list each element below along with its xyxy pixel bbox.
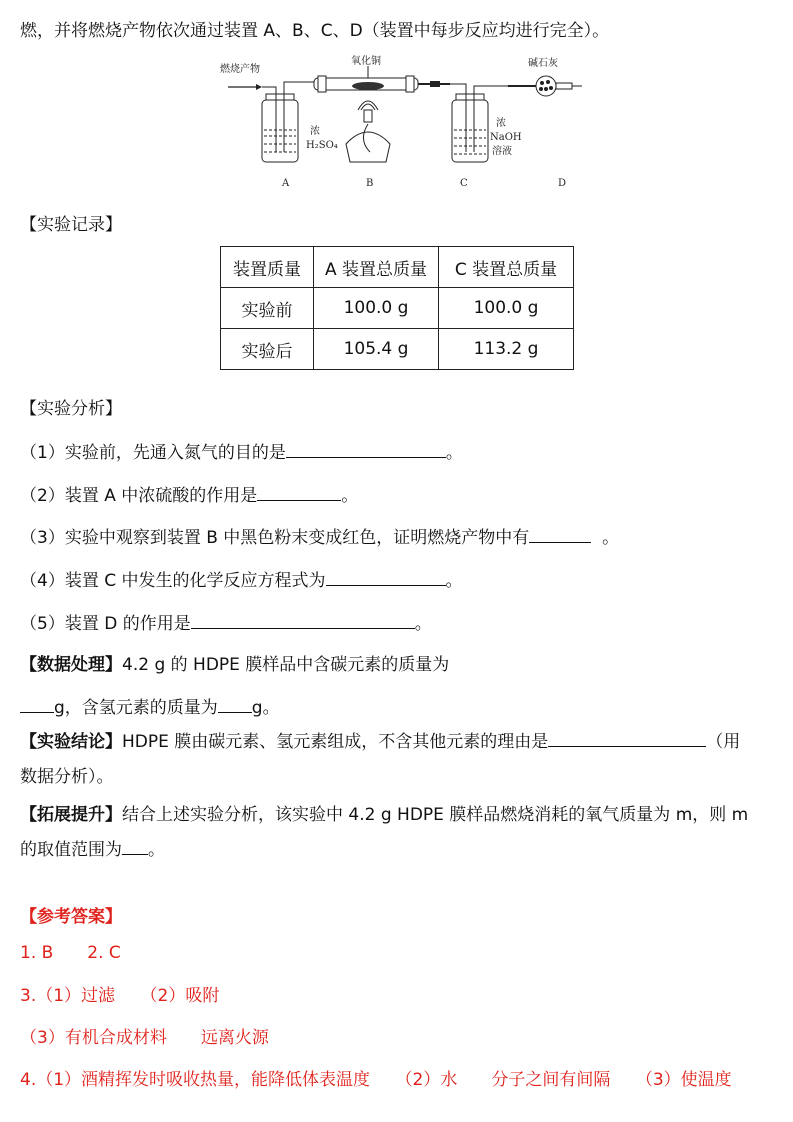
soda-lime-label: 碱石灰 [528, 58, 558, 69]
answer-line-1: 1. B 2. C [20, 943, 121, 963]
device-label-a: A [282, 178, 290, 189]
data-processing-line2 [20, 696, 280, 719]
conclusion [20, 730, 740, 753]
naoh-label-2: NaOH [490, 132, 522, 143]
table-row [221, 288, 574, 329]
conclusion-label: 【实验结论】 [20, 732, 122, 752]
answer-line-2: 3.（1）过滤 （2）吸附 [20, 986, 220, 1006]
conclusion-text: HDPE 膜由碳元素、氢元素组成，不含其他元素的理由是 [122, 732, 549, 752]
answer-line-4: 4.（1）酒精挥发时吸收热量，能降低体表温度 （2）水 分子之间有间隔 （3）使温度 [20, 1070, 732, 1090]
data-processing-text: 4.2 g 的 HDPE 膜样品中含碳元素的质量为 [122, 655, 450, 675]
table-row [221, 247, 574, 288]
question-2-text: （2）装置 A 中浓硫酸的作用是 [20, 486, 258, 506]
apparatus-diagram [218, 52, 588, 192]
data-processing-label: 【数据处理】 [20, 655, 122, 675]
question-1-text: （1）实验前，先通入氮气的目的是 [20, 443, 286, 463]
end-mark: 。 [445, 443, 463, 463]
question-3 [20, 526, 619, 549]
extension-text: 结合上述实验分析，该实验中 4.2 g HDPE 膜样品燃烧消耗的氧气质量为 m，则 m [122, 805, 749, 825]
end-mark: 。 [602, 528, 620, 548]
question-2 [20, 484, 358, 507]
extension-line2 [20, 838, 165, 861]
intro-text: 燃，并将燃烧产物依次通过装置 A、B、C、D（装置中每步反应均进行完全）。 [20, 21, 610, 41]
question-5 [20, 612, 432, 635]
table-cell: 100.0 g [314, 288, 439, 329]
table-header-cell: A 装置总质量 [314, 247, 439, 288]
naoh-label-3: 溶液 [492, 146, 512, 157]
table-cell: 实验前 [221, 288, 314, 329]
question-4-text: （4）装置 C 中发生的化学反应方程式为 [20, 571, 326, 591]
analysis-heading: 【实验分析】 [20, 399, 122, 419]
data-processing [20, 654, 449, 676]
question-3-text: （3）实验中观察到装置 B 中黑色粉末变成红色，证明燃烧产物中有 [20, 528, 530, 548]
table-row [221, 329, 574, 370]
answer-blank-1[interactable] [286, 441, 446, 458]
extension [20, 804, 748, 826]
question-4 [20, 569, 463, 592]
hydrogen-mass-blank[interactable] [218, 696, 252, 713]
table-cell: 100.0 g [439, 288, 574, 329]
conclusion-line2: 数据分析）。 [20, 767, 114, 787]
table-cell: 113.2 g [439, 329, 574, 370]
carbon-mass-blank[interactable] [20, 696, 54, 713]
question-1 [20, 441, 463, 464]
answer-blank-2[interactable] [257, 484, 341, 501]
device-label-d: D [558, 178, 567, 189]
conclusion-blank[interactable] [548, 730, 706, 747]
answer-blank-4[interactable] [326, 569, 446, 586]
acid-label-2: H₂SO₄ [306, 140, 338, 151]
input-label: 燃烧产物 [220, 64, 260, 75]
extension-end: 。 [148, 840, 165, 860]
acid-label-1: 浓 [310, 126, 320, 137]
answer-blank-5[interactable] [191, 612, 415, 629]
combustion-tube [314, 76, 418, 92]
device-label-c: C [460, 178, 468, 189]
drying-tube-d [508, 76, 582, 96]
table-header-cell: C 装置总质量 [439, 247, 574, 288]
extension-label: 【拓展提升】 [20, 805, 122, 825]
question-5-text: （5）装置 D 的作用是 [20, 614, 191, 634]
end-mark: 。 [445, 571, 463, 591]
device-label-b: B [366, 178, 374, 189]
answers-heading: 【参考答案】 [20, 907, 122, 927]
answer-line-3: （3）有机合成材料 远离火源 [20, 1028, 269, 1048]
table-cell: 105.4 g [314, 329, 439, 370]
naoh-label-1: 浓 [496, 118, 506, 129]
record-table [220, 246, 574, 370]
end-mark: 。 [414, 614, 432, 634]
range-blank[interactable] [122, 838, 148, 855]
answer-blank-3[interactable] [529, 526, 591, 543]
record-heading: 【实验记录】 [20, 215, 122, 235]
alcohol-lamp [346, 101, 390, 162]
table-cell: 实验后 [221, 329, 314, 370]
unit-2: g。 [251, 698, 280, 718]
unit-1: g，含氢元素的质量为 [54, 698, 218, 718]
end-mark: 。 [341, 486, 359, 506]
conclusion-tail: （用 [706, 732, 741, 752]
copper-oxide-label: 氧化铜 [351, 56, 381, 67]
extension-line2-text: 的取值范围为 [20, 840, 122, 860]
table-header-cell: 装置质量 [221, 247, 314, 288]
